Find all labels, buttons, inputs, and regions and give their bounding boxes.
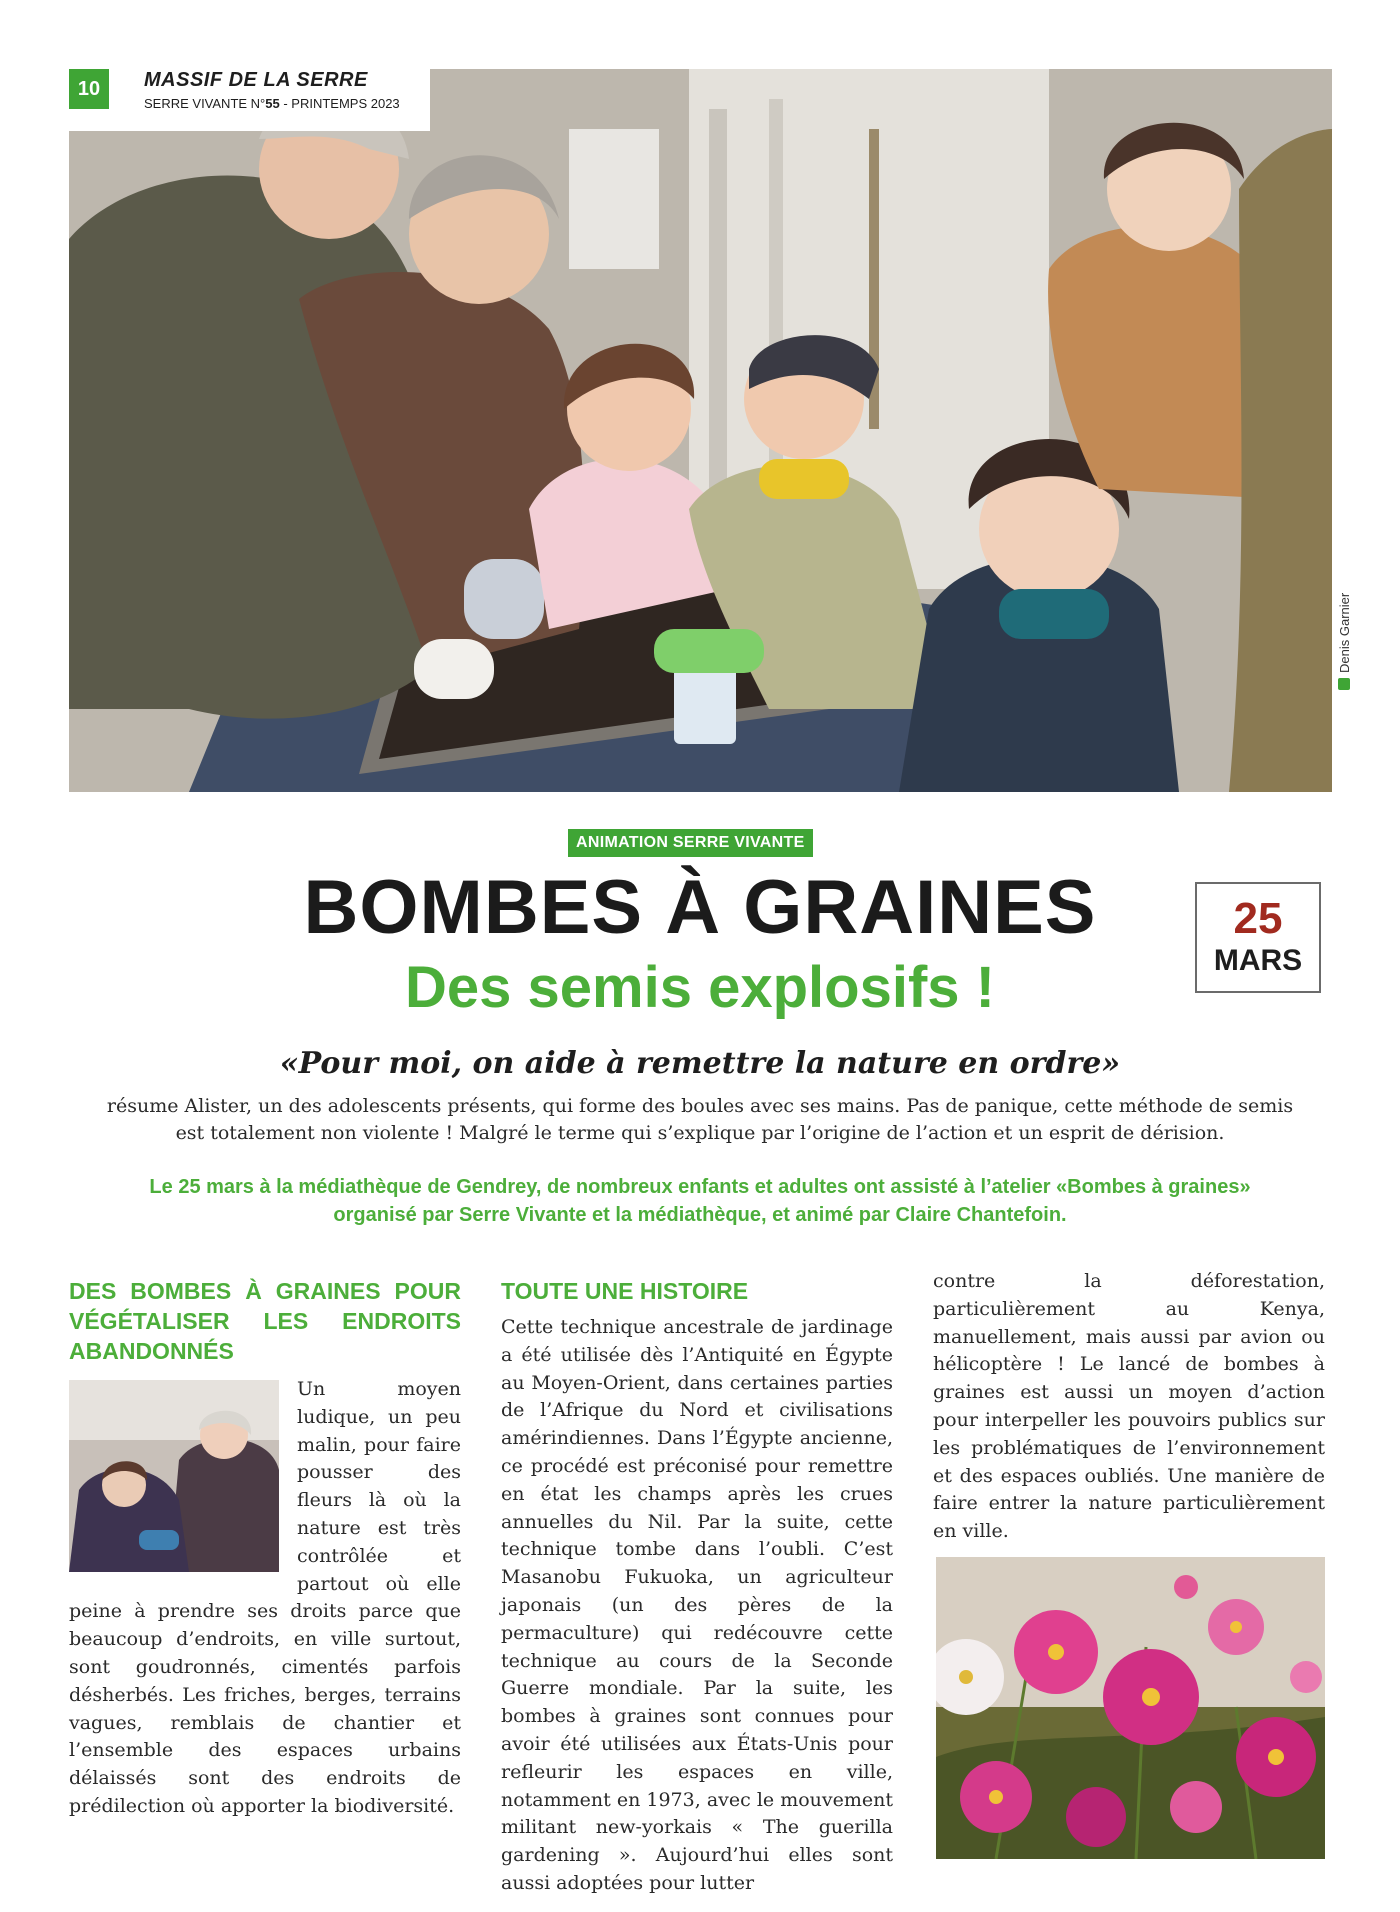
workshop-illustration xyxy=(69,69,1332,792)
magazine-title: MASSIF DE LA SERRE xyxy=(144,69,368,91)
lead-paragraph: Le 25 mars à la médiathèque de Gendrey, de nombreux enfants et adultes ont assisté à l’atelier «Bombes à graines» organisé par Serre Vivante et la médiathèque, et animé par Claire Chantefoin. xyxy=(149,1176,1251,1226)
issue-prefix: SERRE VIVANTE N° xyxy=(144,96,266,111)
column-3 xyxy=(933,1268,1325,1546)
issue-number: 55 xyxy=(265,96,280,111)
date-box xyxy=(1195,882,1321,993)
hero-photo xyxy=(69,69,1332,792)
section1-heading: DES BOMBES À GRAINES POUR VÉGÉTALISER LES ENDROITS ABANDONNÉS xyxy=(69,1278,461,1364)
section-kicker: ANIMATION SERRE VIVANTE xyxy=(568,829,813,857)
pull-quote: «Pour moi, on aide à remettre la nature en ordre» xyxy=(279,1046,1121,1081)
date-month: MARS xyxy=(1213,944,1303,977)
article-title: BOMBES À GRAINES xyxy=(303,865,1097,950)
section2-heading: TOUTE UNE HISTOIRE xyxy=(501,1278,749,1304)
issue-line xyxy=(144,96,400,111)
section2-continuation: contre la déforestation, particulièrement au Kenya, manuellement, mais aussi par avion ou hélicoptère ! Le lancé de bombes à graines est aussi un moyen d’action pour interpeller les pouvoirs publics sur les problématiques de l’environnement et des espaces oubliés. Une manière de faire entrer la nature particulièrement en ville. xyxy=(933,1270,1325,1543)
cosmos-flowers-photo xyxy=(936,1557,1325,1859)
article-subtitle: Des semis explosifs ! xyxy=(405,955,995,1020)
section2-body: Cette technique ancestrale de jardinage a été utilisée dès l’Antiquité en Égypte au Moyen-Orient, dans certaines parties de l’Afrique du Nord et civilisations amérindiennes. Dans l’Égypte ancienne, ce procédé est préconisé pour remettre en état les champs après les crues annuelles du Nil. Par la suite, cette technique tombe dans l’oubli. C’est Masanobu Fukuoka, un agriculteur japonais (un des pères de la permaculture) qui redécouvre cette technique au cours de la Seconde Guerre mondiale. Par la suite, les bombes à graines sont connues pour avoir été utilisées aux États-Unis pour refleurir les espaces en ville, notamment en 1973, avec le mouvement militant new-yorkais « The guerilla gardening ». Aujourd’hui elles sont aussi adoptées pour lutter xyxy=(501,1316,893,1894)
photo-credit xyxy=(1335,580,1353,690)
workshop-thumbnail xyxy=(69,1380,279,1572)
photo-credit-text: Denis Garnier xyxy=(1336,592,1352,673)
copyright-icon xyxy=(1338,678,1350,690)
masthead xyxy=(69,69,430,131)
section1-body: Un moyen ludique, un peu malin, pour faire pousser des fleurs là où la nature est très contrôlée et partout où elle peine à prendre ses droits parce que beaucoup d’endroits, en ville surtout, sont goudronnés, cimentés parfois désherbés. Les friches, berges, terrains vagues, remblais de chantier et l’ensemble des espaces urbains délaissés sont des endroits de prédilection où apporter la biodiversité. xyxy=(69,1378,461,1817)
thumbnail-illustration xyxy=(69,1380,279,1572)
date-day: 25 xyxy=(1233,894,1283,943)
column-2 xyxy=(501,1276,893,1898)
intro-paragraph: résume Alister, un des adolescents présents, qui forme des boules avec ses mains. Pas de panique, cette méthode de semis est totalement non violente ! Malgré le terme qui s’explique par l’origine de l’action et un esprit de dérision. xyxy=(106,1095,1294,1144)
page-number: 10 xyxy=(69,69,109,109)
issue-suffix: - PRINTEMPS 2023 xyxy=(279,96,400,111)
flowers-illustration xyxy=(936,1557,1325,1859)
column-1 xyxy=(69,1276,461,1821)
